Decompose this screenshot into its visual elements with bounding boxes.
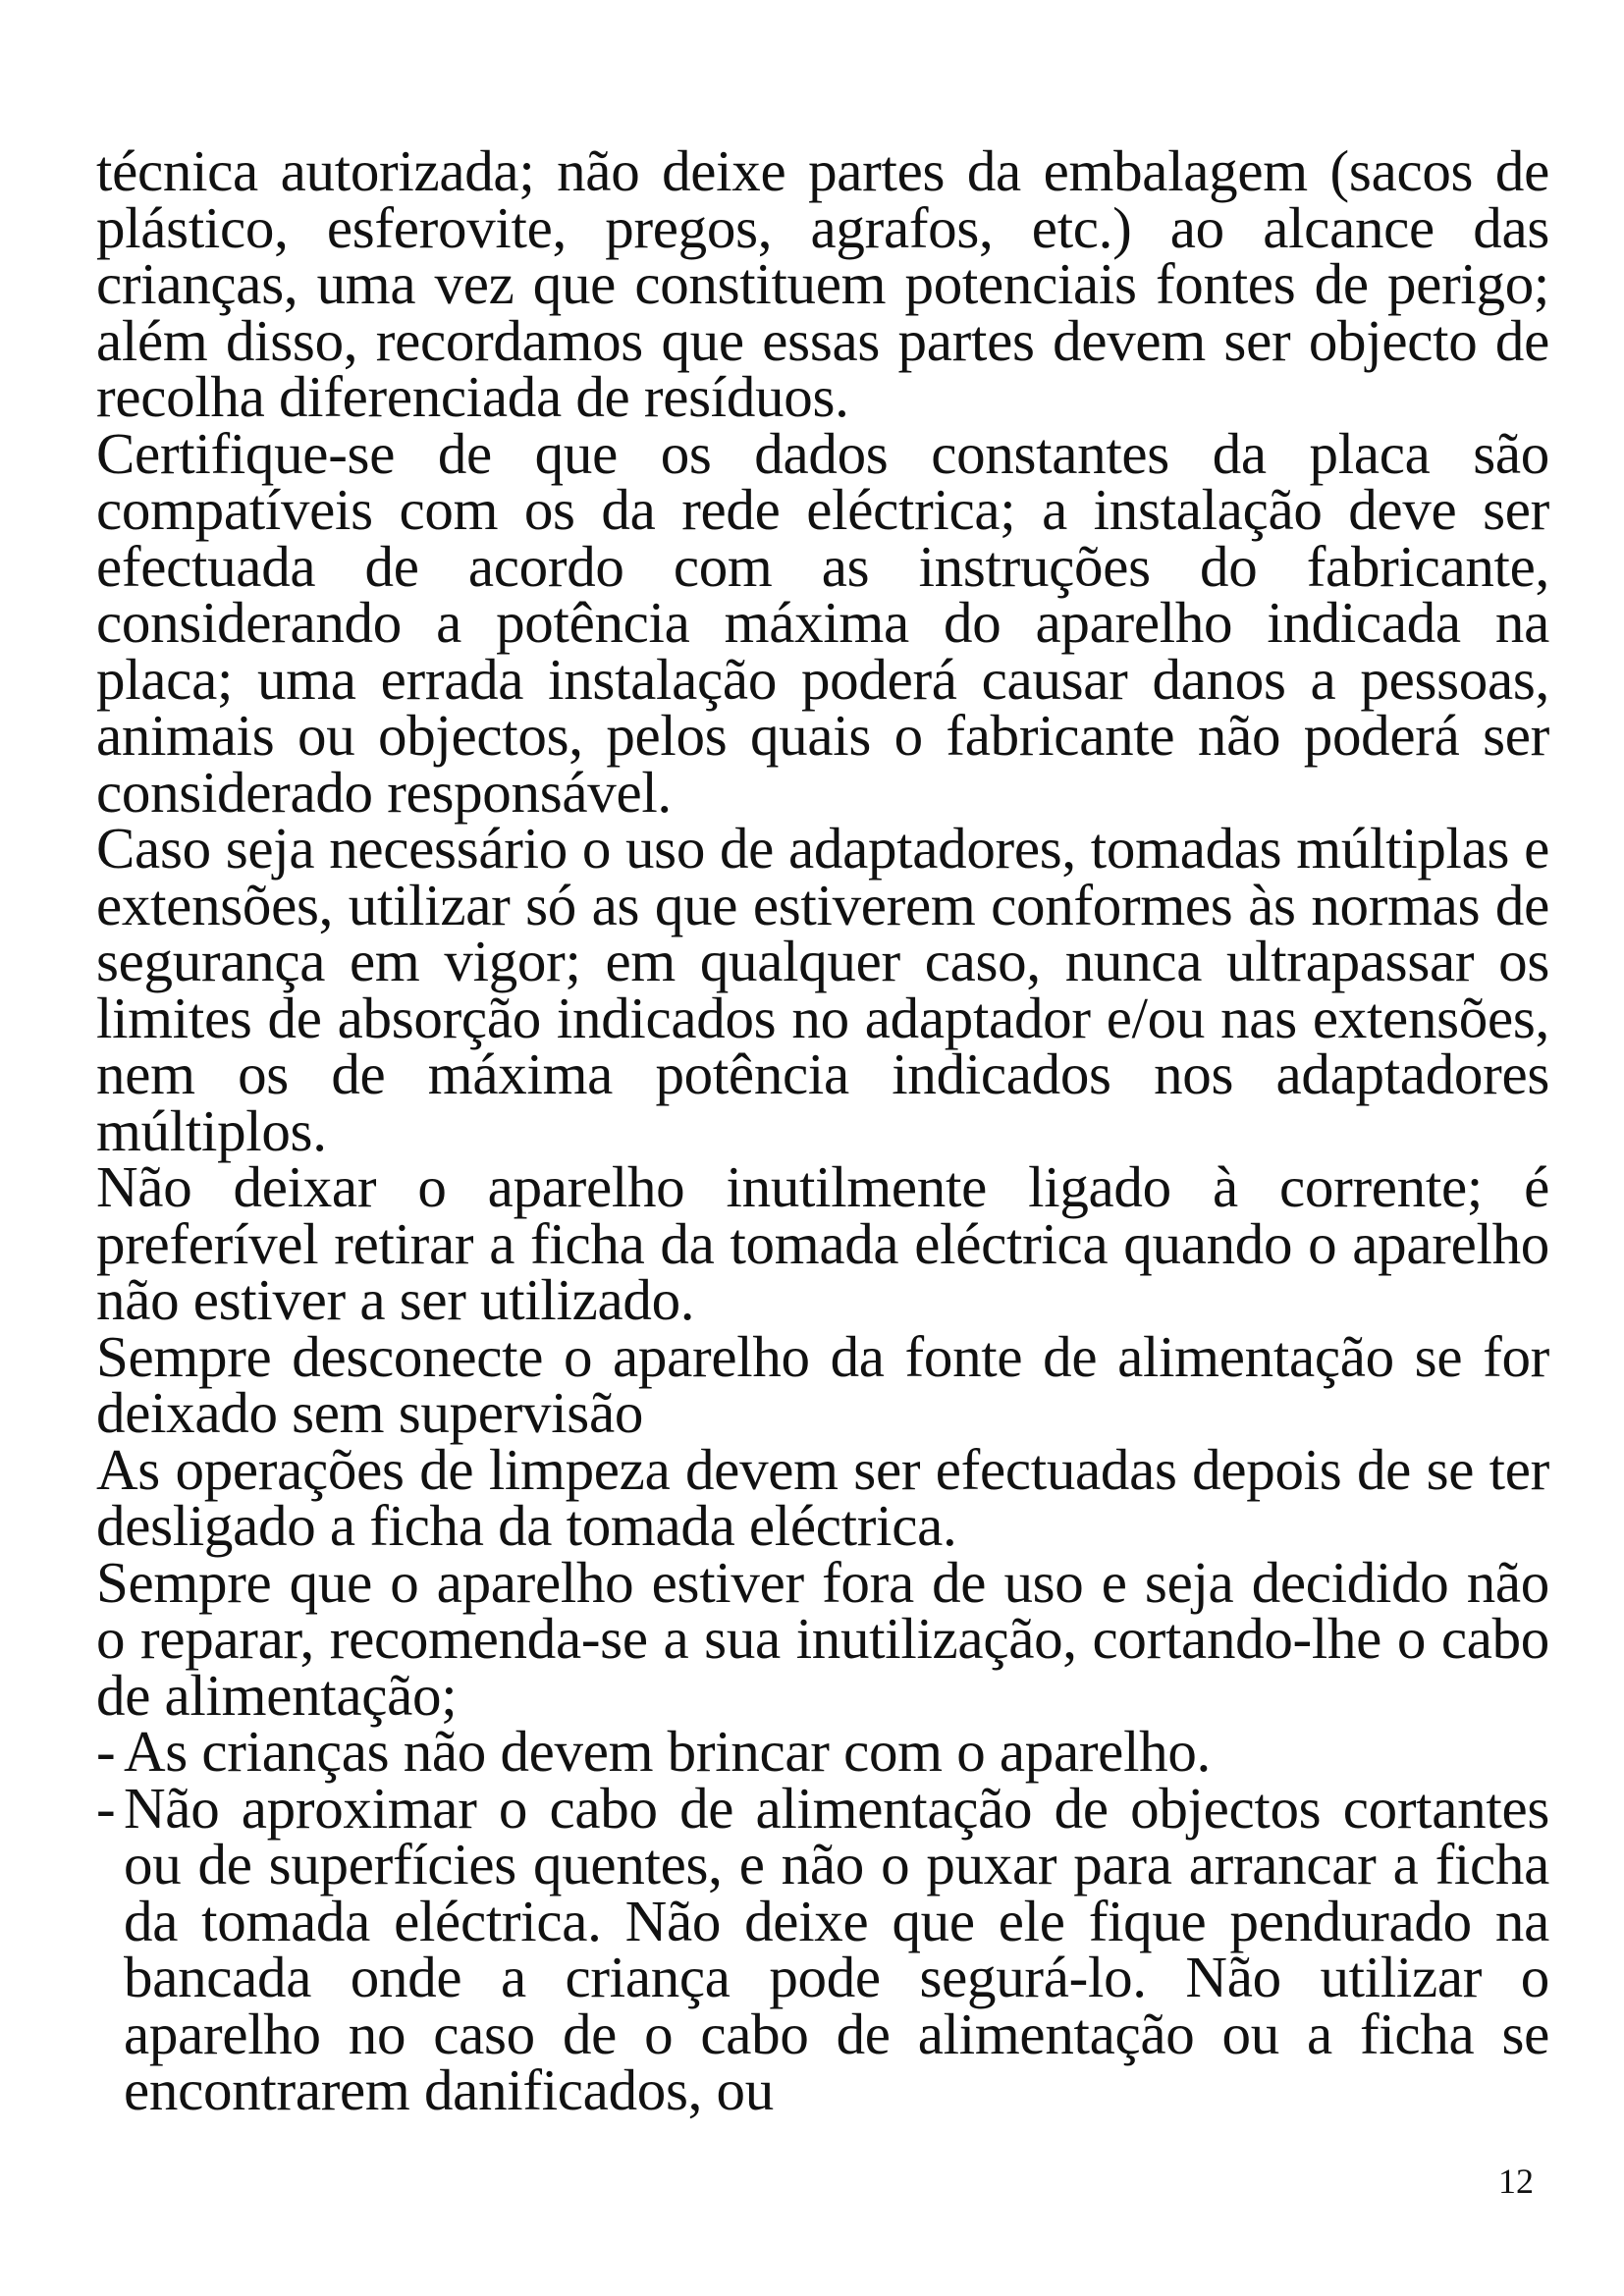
paragraph-adapters: Caso seja necessário o uso de adaptadores, tomadas múltiplas e extensões, utilizar só as que estiverem conformes às normas de segurança em vigor; em qualquer caso, nunca ultrapassar os limites de absorção indicados no adaptador e/ou nas extensões, nem os de máxima potência indicados nos adaptadores múltiplos. [96,816,1549,1163]
bullet-text: Não aproximar o cabo de alimentação de objectos cortantes ou de superfícies quentes, e não o puxar para arrancar a ficha da tomada eléctrica. Não deixe que ele fique pendurado na bancada onde a criança pode segurá-lo. Não utilizar o aparelho no caso de o cabo de alimentação ou a ficha se encontrarem danificados, ou [124,1775,1549,2122]
paragraph-installation: Certifique-se de que os dados constantes da placa são compatíveis com os da rede eléctrica; a instalação deve ser efectuada de acordo com as instruções do fabricante, considerando a potência máxima do aparelho indicada na placa; uma errada instalação poderá causar danos a pessoas, animais ou objectos, pelos quais o fabricante não poderá ser considerado responsável. [96,420,1549,825]
paragraph-packaging-warning: técnica autorizada; não deixe partes da embalagem (sacos de plástico, esferovite, pregos, agrafos, etc.) ao alcance das crianças, uma vez que constituem potenciais fontes de perigo; além disso, recordamos que essas partes devem ser objecto de recolha diferenciada de resíduos. [96,138,1549,429]
document-page [96,138,1549,2205]
bullet-marker: - [96,1775,116,1841]
list-item [96,1719,1549,1784]
paragraph-unplug: Não deixar o aparelho inutilmente ligado à corrente; é preferível retirar a ficha da tomada eléctrica quando o aparelho não estiver a ser utilizado. [96,1154,1549,1332]
paragraph-disposal: Sempre que o aparelho estiver fora de uso e seja decidido não o reparar, recomenda-se a sua inutilização, cortando-lhe o cabo de alimentação; [96,1549,1549,1728]
list-item [96,1775,1549,2122]
safety-bullet-list [96,1719,1549,2122]
bullet-marker: - [96,1719,116,1784]
paragraph-unsupervised: Sempre desconecte o aparelho da fonte de alimentação se for deixado sem supervisão [96,1323,1549,1445]
bullet-text: As crianças não devem brincar com o aparelho. [124,1719,1212,1784]
paragraph-cleaning: As operações de limpeza devem ser efectuadas depois de se ter desligado a ficha da tomada eléctrica. [96,1436,1549,1558]
page-number: 12 [1498,2162,1534,2201]
